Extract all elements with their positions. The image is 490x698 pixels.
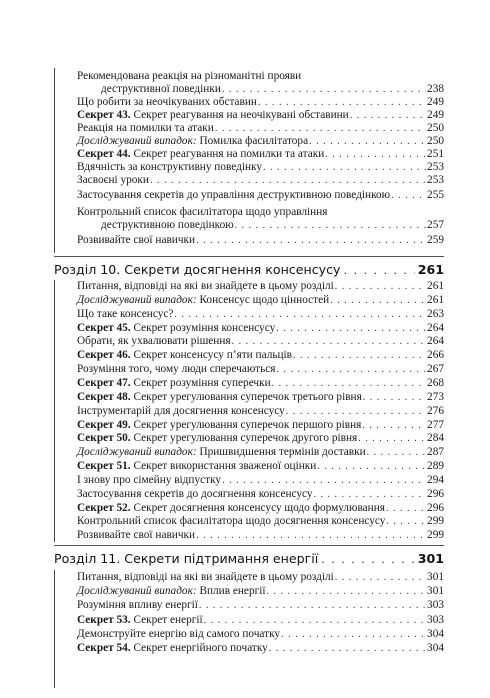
leader-dots [276, 363, 426, 376]
leader-dots [358, 432, 426, 445]
toc-page-number: 273 [427, 390, 444, 403]
toc-entry-text: Застосування секретів до управління деструктивною поведінкою [77, 189, 391, 201]
secret-number: Секрет 46. [77, 349, 131, 362]
toc-page-number: 261 [427, 293, 444, 306]
secret-number: Секрет 44. [77, 148, 131, 160]
toc-page-number: 249 [427, 96, 444, 108]
toc-page-number: 261 [427, 280, 444, 292]
toc-page-number: 257 [427, 219, 444, 231]
case-study-label: Досліджуваний випадок: [77, 135, 197, 147]
leader-dots [391, 189, 426, 202]
chapter-heading[interactable] [54, 262, 444, 277]
toc-page-number: 250 [427, 135, 444, 147]
leader-dots [330, 294, 426, 307]
toc-entry-text: Розвивайте свої навички [77, 529, 196, 542]
toc-page-number: 294 [427, 473, 444, 486]
toc-entry[interactable] [77, 474, 444, 487]
toc-entry-text-line2: деструктивної поведінки [101, 83, 221, 95]
secret-number: Секрет 47. [77, 376, 131, 389]
toc-page-number: 251 [427, 148, 444, 160]
toc-entry[interactable] [77, 206, 444, 232]
toc-entry[interactable] [77, 148, 444, 161]
toc-entry[interactable] [77, 174, 444, 187]
chapter-heading[interactable] [54, 551, 444, 566]
chapter-divider [54, 256, 444, 257]
chapter-title: Розділ 11. Секрети підтримання енергії [54, 551, 319, 566]
toc-page-number: 301 [427, 585, 444, 598]
toc-entry[interactable] [77, 308, 444, 321]
toc-entry[interactable] [77, 377, 444, 390]
toc-page-number: 287 [427, 446, 444, 459]
toc-entry-text-line2: деструктивною поведінкою [101, 219, 234, 231]
toc-entry[interactable] [77, 529, 444, 542]
toc-entry-text: Що робити за неочікуваних обставин [77, 96, 257, 108]
toc-entry-text: Пришвидшення термінів доставки [196, 446, 366, 459]
toc-entry[interactable] [77, 642, 444, 655]
toc-page-number: 299 [427, 529, 444, 542]
leader-dots [286, 405, 426, 418]
leader-dots [335, 571, 426, 584]
toc-entry[interactable] [77, 614, 444, 627]
leader-dots [222, 474, 426, 487]
toc-entry-text: Питання, відповіді на які ви знайдете в цьому розділі [77, 280, 334, 292]
toc-entry[interactable] [77, 628, 444, 641]
leader-dots [150, 174, 426, 187]
toc-entry-text: Питання, відповіді на які ви знайдете в цьому розділі [77, 571, 334, 583]
toc-entry-text: Консенсус щодо цінностей [196, 293, 330, 306]
toc-entry-text-line1: Контрольний список фасилітатора щодо управління [77, 206, 328, 218]
toc-entry-text: Обрати, як ухвалювати рішення [77, 335, 231, 348]
toc-page-number: 299 [427, 515, 444, 528]
leader-dots [276, 322, 426, 335]
leader-dots [215, 122, 426, 135]
toc-entry[interactable] [77, 571, 444, 584]
leader-dots [314, 488, 427, 501]
toc-page-number: 267 [427, 363, 444, 376]
toc-entry[interactable] [77, 488, 444, 501]
case-study-label: Досліджуваний випадок: [77, 293, 197, 306]
leader-dots [335, 280, 426, 293]
toc-entry-text: Контрольний список фасилітатора щодо досягнення консенсусу [77, 515, 386, 528]
toc-entry-text: Секрет урегулювання суперечок першого рівня [130, 418, 362, 431]
toc-entry-text: Інструментарій для досягнення консенсусу [77, 404, 285, 417]
toc-page-number: 253 [427, 174, 444, 186]
leader-dots [343, 264, 414, 277]
secret-number: Секрет 54. [77, 642, 131, 654]
toc-entry-text: Вплив енергії [196, 585, 266, 598]
toc-entry[interactable] [77, 189, 444, 202]
toc-page-number: 266 [427, 349, 444, 362]
leader-dots [272, 377, 426, 390]
leader-dots [325, 148, 426, 161]
chapter-divider [54, 545, 444, 546]
toc-entry-text: Розуміння впливу енергії [77, 599, 198, 612]
toc-entry[interactable] [77, 280, 444, 293]
secret-number: Секрет 45. [77, 321, 131, 334]
leader-dots [350, 109, 426, 122]
toc-page-number: 259 [427, 234, 444, 246]
toc-page-number: 303 [427, 599, 444, 612]
toc-page-number: 253 [427, 161, 444, 173]
leader-dots [232, 335, 426, 348]
leader-dots [222, 83, 426, 96]
toc-entry-text: Секрет досягнення консенсусу щодо формулювання [130, 501, 385, 514]
toc-entry[interactable] [77, 234, 444, 247]
toc-entry-text: Розвивайте свої навички [77, 234, 196, 246]
leader-dots [317, 460, 426, 473]
toc-entry[interactable] [77, 391, 444, 404]
toc-entry-text: Секрет енергії [130, 613, 203, 626]
leader-dots [204, 614, 426, 627]
toc-page-number: 268 [427, 376, 444, 389]
toc-page-number: 264 [427, 335, 444, 348]
leader-dots [196, 234, 426, 247]
toc-entry[interactable] [77, 599, 444, 612]
toc-page-number: 303 [427, 613, 444, 626]
toc-entry-text-line1: Рекомендована реакція на різноманітні прояви [77, 70, 302, 82]
secret-number: Секрет 50. [77, 432, 131, 445]
toc-page-number: 304 [427, 627, 444, 640]
leader-dots [367, 446, 426, 459]
toc-page-number: 263 [427, 307, 444, 320]
leader-dots [386, 502, 426, 515]
toc-entry[interactable] [77, 70, 444, 96]
toc-page-number: 264 [427, 321, 444, 334]
toc-page-number: 255 [427, 189, 444, 201]
secret-number: Секрет 49. [77, 418, 131, 431]
case-study-label: Досліджуваний випадок: [77, 585, 197, 598]
toc-entry[interactable] [77, 432, 444, 445]
toc-entry-text: Що таке консенсус? [77, 307, 174, 320]
leader-dots [196, 529, 426, 542]
toc-page-number: 250 [427, 122, 444, 134]
toc-entry-text: Помилка фасилітатора [196, 135, 309, 147]
chapter-page-number: 301 [417, 551, 444, 566]
toc-entry-text: Секрет використання зваженої оцінки [130, 460, 317, 473]
toc-entry[interactable] [77, 96, 444, 109]
leader-dots [235, 219, 426, 232]
toc-entry-text: Реакція на помилки та атаки [77, 122, 214, 134]
toc-entry-text: І знову про сімейну відпустку [77, 473, 222, 486]
leader-dots [386, 515, 426, 528]
toc-page-number: 301 [427, 571, 444, 583]
toc-entry[interactable] [77, 460, 444, 473]
toc-entry[interactable] [77, 109, 444, 122]
toc-page-number: 296 [427, 501, 444, 514]
leader-dots [263, 161, 426, 174]
toc-entry[interactable] [77, 585, 444, 598]
toc-entry-text: Секрет розуміння суперечки [130, 376, 271, 389]
leader-dots [269, 642, 426, 655]
toc-entry-text: Секрет розуміння консенсусу [130, 321, 276, 334]
toc-entry-text: Секрет урегулювання суперечок другого рівня [130, 432, 358, 445]
toc-entry[interactable] [77, 135, 444, 148]
toc-entry[interactable] [77, 349, 444, 362]
toc-entry-text: Розуміння того, чому люди сперечаються [77, 363, 276, 376]
toc-entry-text: Засвоєні уроки [77, 174, 149, 186]
leader-dots [309, 135, 426, 148]
toc-page-number: 284 [427, 432, 444, 445]
secret-number: Секрет 53. [77, 613, 131, 626]
toc-entry[interactable] [77, 335, 444, 348]
toc-page-number: 304 [427, 642, 444, 654]
toc-entry-text: Застосування секретів до досягнення консенсусу [77, 487, 313, 500]
toc-entry[interactable] [77, 161, 444, 174]
toc-entry[interactable] [77, 419, 444, 432]
toc-page-number: 249 [427, 109, 444, 121]
toc-page-number: 277 [427, 418, 444, 431]
secret-number: Секрет 43. [77, 109, 131, 121]
toc-entry[interactable] [77, 515, 444, 528]
leader-dots [267, 585, 427, 598]
toc-entry[interactable] [77, 405, 444, 418]
toc-page-number: 296 [427, 487, 444, 500]
toc-page-number: 289 [427, 460, 444, 473]
toc-entry[interactable] [77, 502, 444, 515]
toc-entry-text: Секрет реагування на неочікувані обставини [130, 109, 349, 121]
toc-entry[interactable] [77, 322, 444, 335]
toc-entry-text: Вдячність за конструктивну поведінку [77, 161, 263, 173]
secret-number: Секрет 52. [77, 501, 131, 514]
toc-page-number: 238 [427, 83, 444, 95]
toc-entry-text: Секрет енергійного початку [130, 642, 268, 654]
leader-dots [293, 349, 426, 362]
toc-entry-text: Секрет урегулювання суперечок третього рівня [130, 390, 362, 403]
secret-number: Секрет 51. [77, 460, 131, 473]
toc-entry[interactable] [77, 363, 444, 376]
leader-dots [174, 308, 426, 321]
chapter-title: Розділ 10. Секрети досягнення консенсусу [54, 262, 341, 277]
toc-entry[interactable] [77, 446, 444, 459]
case-study-label: Досліджуваний випадок: [77, 446, 197, 459]
secret-number: Секрет 48. [77, 390, 131, 403]
toc-entry-text: Секрет консенсусу п’яти пальців [130, 349, 292, 362]
leader-dots [258, 96, 426, 109]
leader-dots [281, 628, 426, 641]
leader-dots [199, 599, 426, 612]
toc-entry[interactable] [77, 122, 444, 135]
leader-dots [363, 391, 426, 404]
toc-page-number: 276 [427, 404, 444, 417]
toc-entry[interactable] [77, 294, 444, 307]
chapter-page-number: 261 [417, 262, 444, 277]
leader-dots [362, 419, 426, 432]
toc-entry-text: Секрет реагування на помилки та атаки [130, 148, 325, 160]
leader-dots [321, 553, 414, 566]
toc-entry-text: Демонструйте енергію від самого початку [77, 627, 281, 640]
